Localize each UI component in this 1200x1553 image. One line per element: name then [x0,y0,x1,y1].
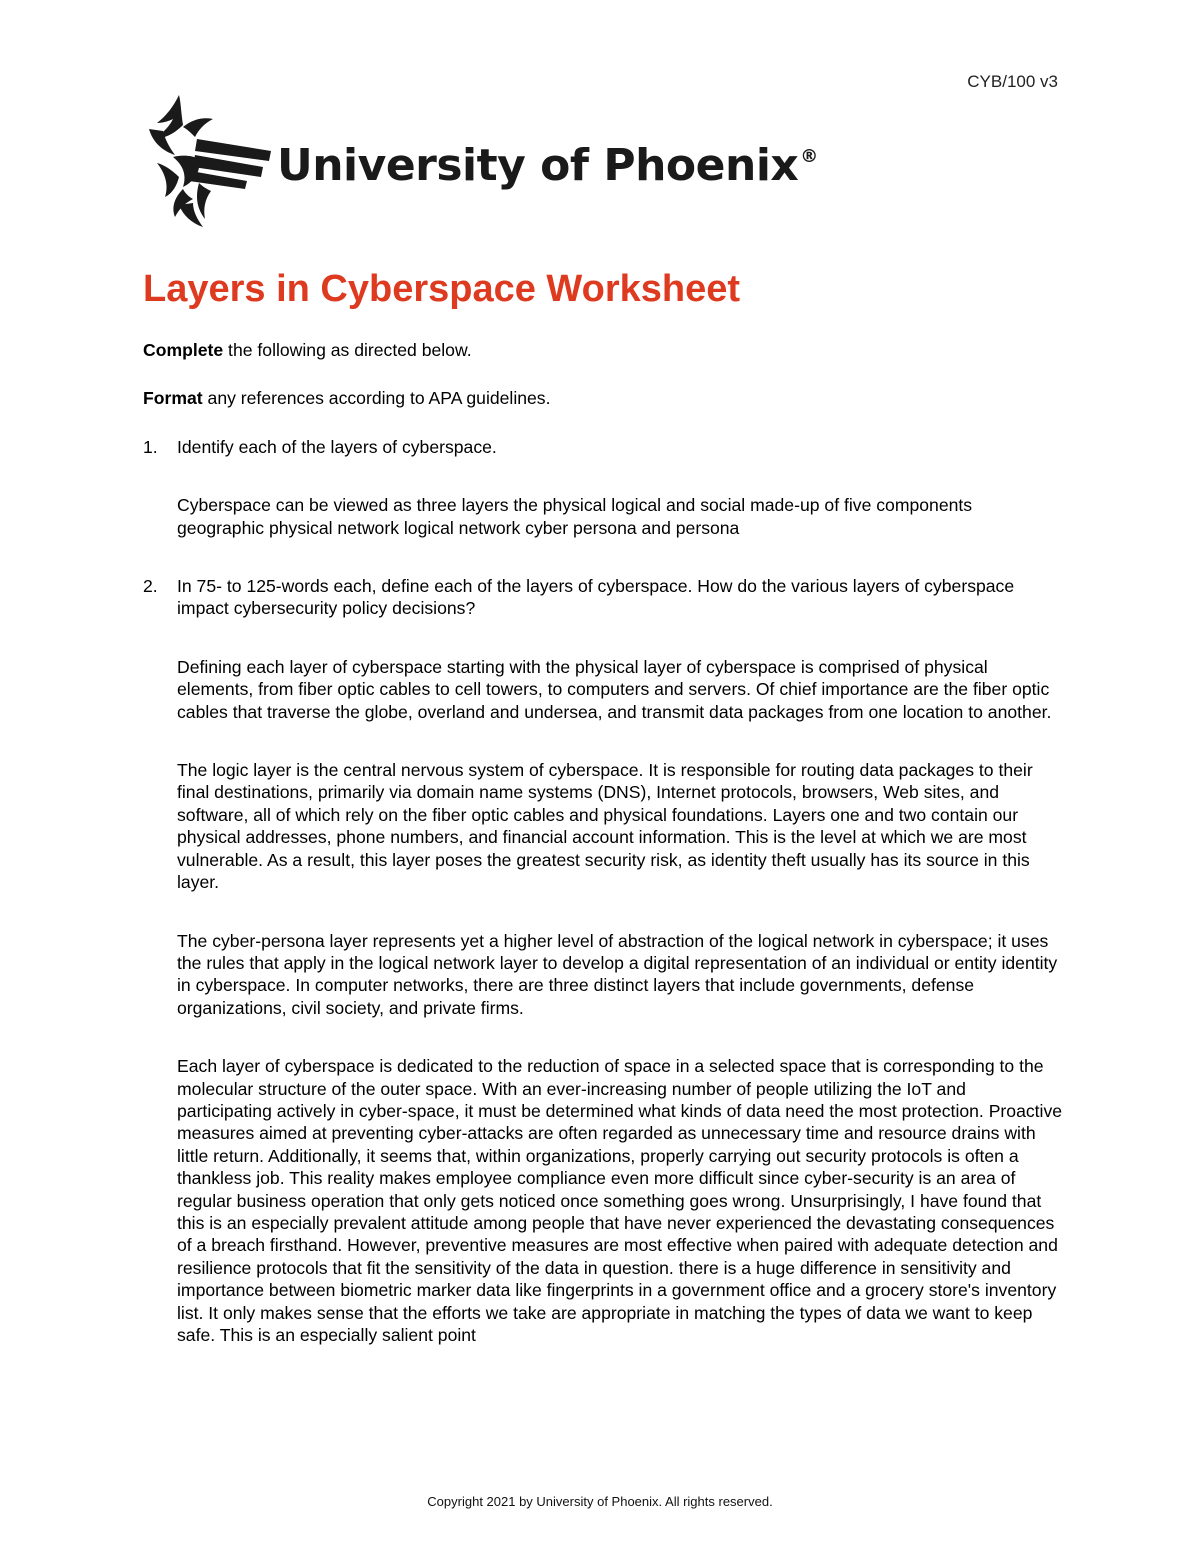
page-title: Layers in Cyberspace Worksheet [143,268,741,310]
worksheet-body [143,339,1063,1382]
instruction-text: the following as directed below. [223,340,472,360]
instruction-complete [143,339,1063,361]
registered-mark: ® [800,145,818,167]
university-logo [143,93,818,231]
answer-paragraph: Defining each layer of cyberspace starting with the physical layer of cyberspace is comprised of physical elements, from fiber optic cables to cell towers, to computers and servers. Of chief importance are the fiber optic cables that traverse the globe, overland and undersea, and transmit data packages from one location to another. [177,656,1052,722]
question-text: In 75- to 125-words each, define each of the layers of cyberspace. How do the various layers of cyberspace impact cybersecurity policy decisions? [177,576,1015,619]
question-2 [143,575,1063,620]
question-text: Identify each of the layers of cyberspace. [177,436,497,457]
logo-wordmark [277,140,818,191]
course-code: CYB/100 v3 [967,72,1058,91]
question-number: 1. [143,436,158,457]
phoenix-bird-icon [143,93,271,231]
answer-paragraph: Each layer of cyberspace is dedicated to the reduction of space in a selected space that is corresponding to the molecular structure of the outer space. With an ever-increasing number of people utilizing the IoT and participating actively in cyber-space, it must be determined what kinds of data need the most protection. Proactive measures aimed at preventing cyber-attacks are often regarded as unnecessary time and resource drains with little return. Additionally, it seems that, within organizations, properly carrying out security protocols is often a thankless job. This reality makes employee compliance even more difficult since cyber-security is an area of regular business operation that only gets noticed once something goes wrong. Unsurprisingly, I have found that this is an especially prevalent attitude among people that have never experienced the devastating consequences of a breach firsthand. However, preventive measures are most effective when paired with adequate detection and resilience protocols that fit the sensitivity of the data in question. there is a huge difference in sensitivity and importance between biometric marker data like fingerprints in a government office and a grocery store's inventory list. It only makes sense that the efforts we take are appropriate in matching the types of data we want to keep safe. This is an especially salient point [177,1056,1063,1345]
answer-paragraph: Cyberspace can be viewed as three layers the physical logical and social made-up of five components geographic physical network logical network cyber persona and persona [177,495,973,538]
instruction-keyword: Format [143,388,203,409]
logo-text: University of Phoenix [277,139,799,191]
question-number: 2. [143,576,158,597]
instruction-keyword: Complete [143,340,224,360]
answer-paragraph: The logic layer is the central nervous system of cyberspace. It is responsible for routing data packages to their final destinations, primarily via domain name systems (DNS), Internet protocols, browsers, Web sites, and software, all of which rely on the fiber optic cables and physical foundations. Layers one and two contain our physical addresses, phone numbers, and financial account information. This is the level at which we are most vulnerable. As a result, this layer poses the greatest security risk, as identity theft usually has its source in this layer. [177,760,1033,893]
answer-paragraph: The cyber-persona layer represents yet a higher level of abstraction of the logical network in cyberspace; it uses the rules that apply in the logical network layer to develop a digital representation of an individual or entity identity in cyberspace. In computer networks, there are three distinct layers that include governments, defense organizations, civil society, and private firms. [177,930,1058,1018]
question-1 [143,436,1063,458]
instruction-text: any references according to APA guidelines. [202,388,551,409]
instruction-format [143,387,1063,409]
copyright-footer: Copyright 2021 by University of Phoenix. All rights reserved. [427,1494,773,1509]
